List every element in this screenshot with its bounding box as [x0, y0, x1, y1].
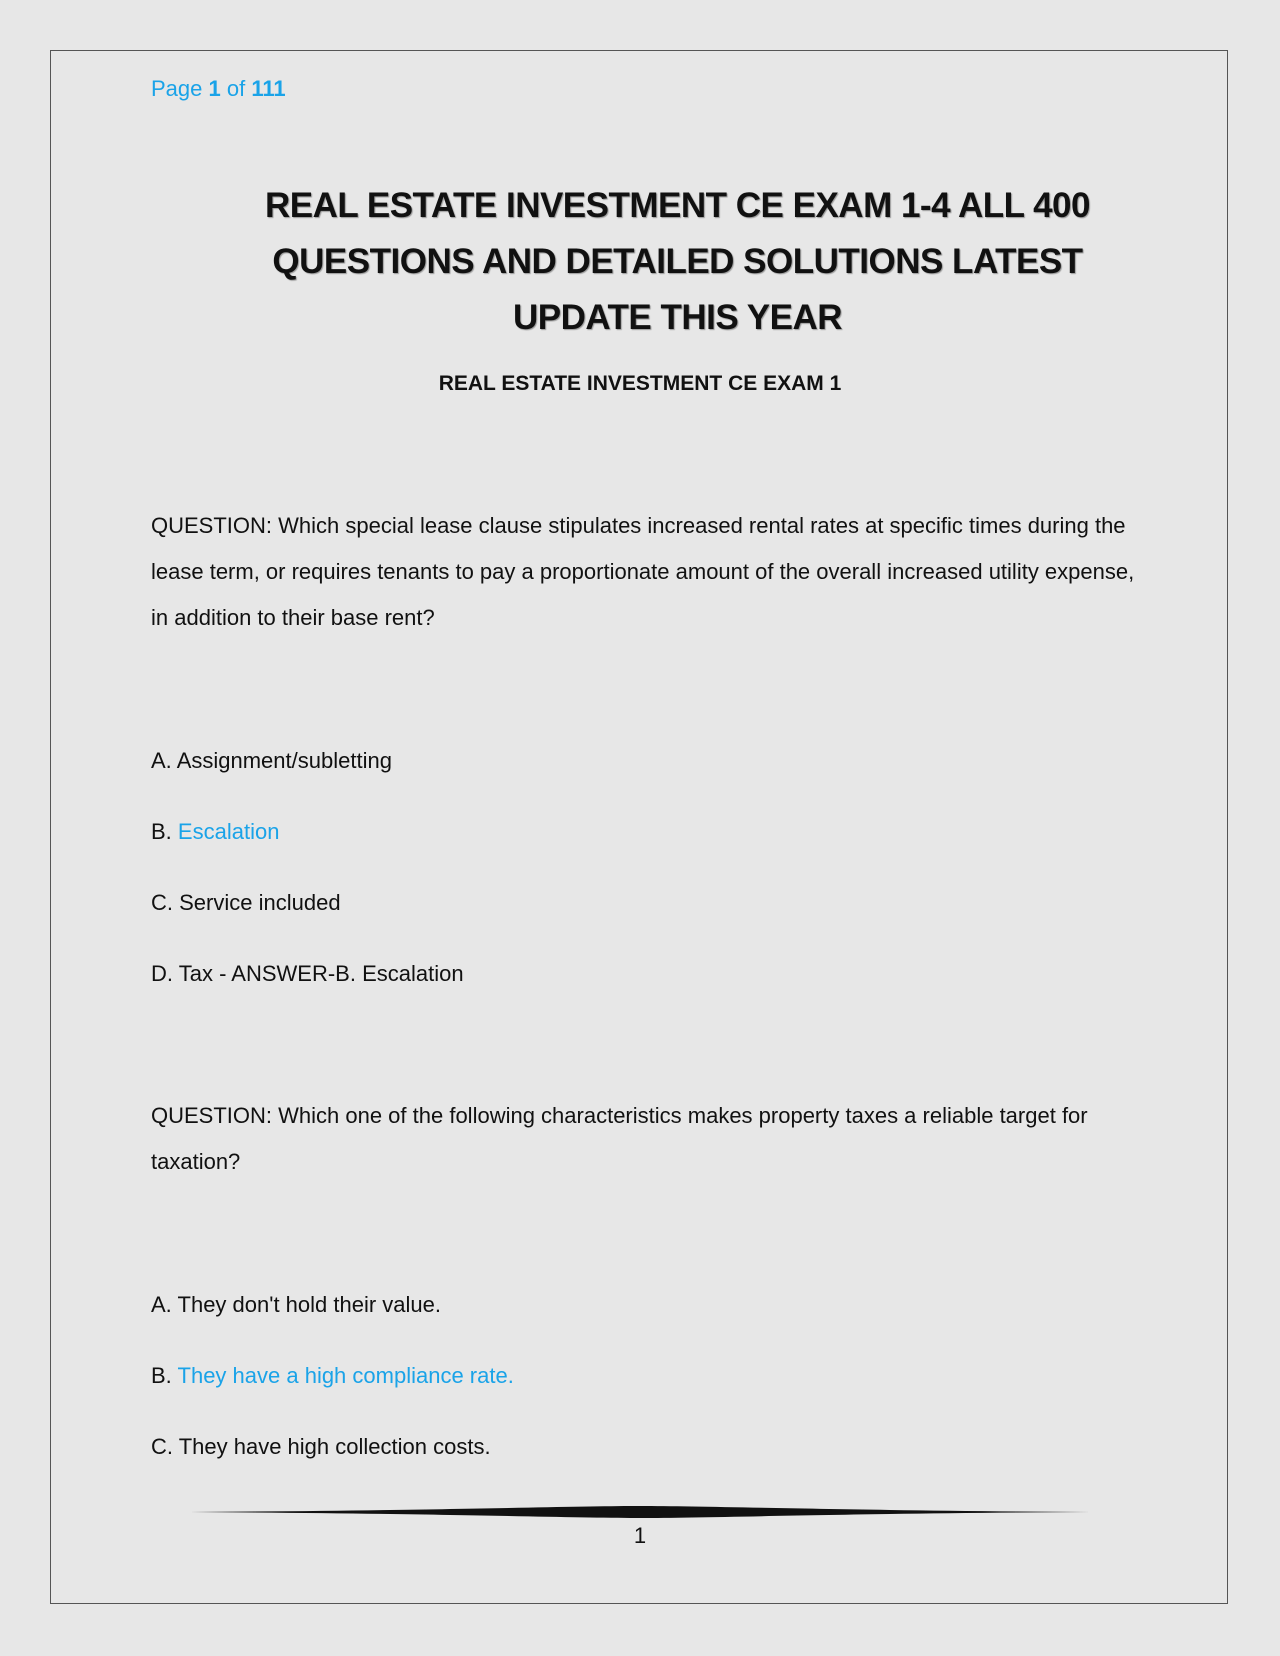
option-text-highlighted: Escalation	[177, 819, 280, 844]
option-text: Service included	[179, 890, 341, 915]
page-of: of	[226, 76, 246, 101]
current-page: 1	[208, 76, 221, 101]
question-2-option-c	[151, 1432, 491, 1462]
question-1-option-d	[151, 959, 464, 989]
title-line-3: UPDATE THIS YEAR	[512, 298, 843, 337]
footer-divider	[190, 1503, 1090, 1521]
question-1-option-a	[151, 746, 392, 776]
option-letter: D.	[151, 961, 173, 986]
option-text-highlighted: They have a high compliance rate.	[177, 1363, 514, 1388]
option-letter: B.	[151, 819, 172, 844]
option-text: Tax - ANSWER-B. Escalation	[178, 961, 464, 986]
page-counter	[151, 76, 286, 102]
option-text: They have high collection costs.	[178, 1434, 491, 1459]
option-letter: C.	[151, 890, 173, 915]
question-1-option-c	[151, 888, 341, 918]
document-title	[200, 178, 1155, 346]
option-text: Assignment/subletting	[176, 748, 392, 773]
question-2-option-b	[151, 1361, 514, 1391]
question-2-text: QUESTION: Which one of the following characteristics makes property taxes a reliable target for taxation?	[151, 1103, 1088, 1174]
title-line-1: REAL ESTATE INVESTMENT CE EXAM 1-4 ALL 400	[265, 186, 1090, 225]
option-letter: A.	[151, 1292, 172, 1317]
question-1-text: QUESTION: Which special lease clause stipulates increased rental rates at specific times during the lease term, or requires tenants to pay a proportionate amount of the overall increased utility expense, in addition to their base rent?	[151, 513, 1135, 630]
option-letter: B.	[151, 1363, 172, 1388]
option-letter: A.	[151, 748, 172, 773]
page-prefix: Page	[151, 76, 203, 101]
footer-page-number: 1	[633, 1523, 647, 1548]
exam-subtitle: REAL ESTATE INVESTMENT CE EXAM 1	[438, 372, 842, 395]
question-2-option-a	[151, 1290, 441, 1320]
option-text: They don't hold their value.	[177, 1292, 441, 1317]
title-line-2: QUESTIONS AND DETAILED SOLUTIONS LATEST	[272, 242, 1083, 281]
total-pages: 111	[251, 76, 286, 101]
option-letter: C.	[151, 1434, 173, 1459]
question-1-option-b	[151, 817, 279, 847]
